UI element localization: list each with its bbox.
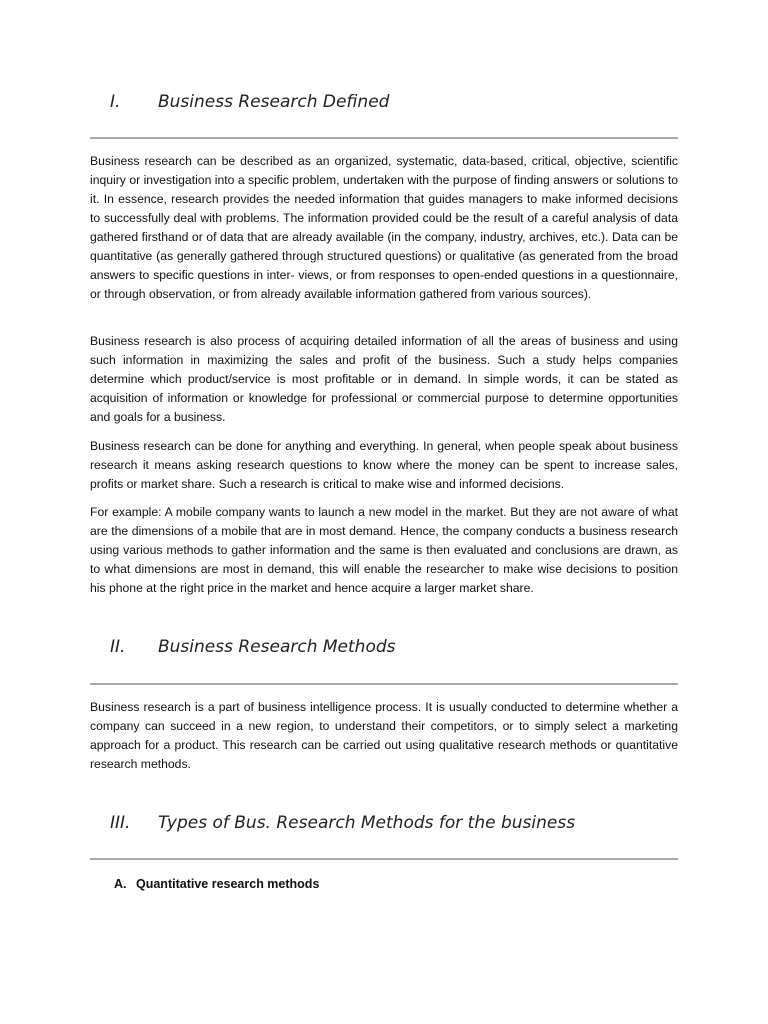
section-divider-1 [90,137,678,139]
section-divider-2 [90,683,678,685]
section-heading-3 [110,813,575,833]
paragraph-1-3: Business research can be done for anything and everything. In general, when people speak about business research it means asking research questions to know where the money can be spent to increase sales, profits or market share. Such a research is critical to make wise and informed decisions. [90,439,678,491]
section-title-2: Business Research Methods [158,637,396,657]
subheading-a [114,877,319,891]
subheading-letter: A. [114,877,127,891]
subheading-text: Quantitative research methods [136,877,320,891]
section-title-1: Business Research Defined [158,92,390,112]
section-divider-3 [90,858,678,860]
section-heading-1 [110,92,389,112]
paragraph-2-1: Business research is a part of business intelligence process. It is usually conducted to determine whether a company can succeed in a new region, to understand their competitors, or to simply select a marketing approach for a product. This research can be carried out using qualitative research methods or quantitative research methods. [90,700,678,771]
paragraph-1-2: Business research is also process of acquiring detailed information of all the areas of business and using such information in maximizing the sales and profit of the business. Such a study helps companies determine which product/service is most profitable or in demand. In simple words, it can be stated as acquisition of information or knowledge for professional or commercial purpose to determine opportunities and goals for a business. [90,334,678,424]
paragraph-1-1: Business research can be described as an organized, systematic, data-based, critical, objective, scientific inquiry or investigation into a specific problem, undertaken with the purpose of finding answers or solutions to it. In essence, research provides the needed information that guides managers to make informed decisions to successfully deal with problems. The information provided could be the result of a careful analysis of data gathered firsthand or of data that are already available (in the company, industry, archives, etc.). Data can be quantitative (as generally gathered through structured questions) or qualitative (as generated from the broad answers to specific questions in inter- views, or from responses to open-ended questions in a questionnaire, or through observation, or from already available information gathered from various sources). [90,154,678,301]
section-number-1: I. [110,92,121,112]
section-number-3: III. [110,813,131,833]
section-number-2: II. [110,637,126,657]
paragraph-1-4: For example: A mobile company wants to launch a new model in the market. But they are not aware of what are the dimensions of a mobile that are in most demand. Hence, the company conducts a business research using various methods to gather information and the same is then evaluated and conclusions are drawn, as to what dimensions are most in demand, this will enable the researcher to make wise decisions to position his phone at the right price in the market and hence acquire a larger market share. [90,505,678,595]
section-title-3: Types of Bus. Research Methods for the business [158,813,576,833]
section-heading-2 [110,637,396,657]
